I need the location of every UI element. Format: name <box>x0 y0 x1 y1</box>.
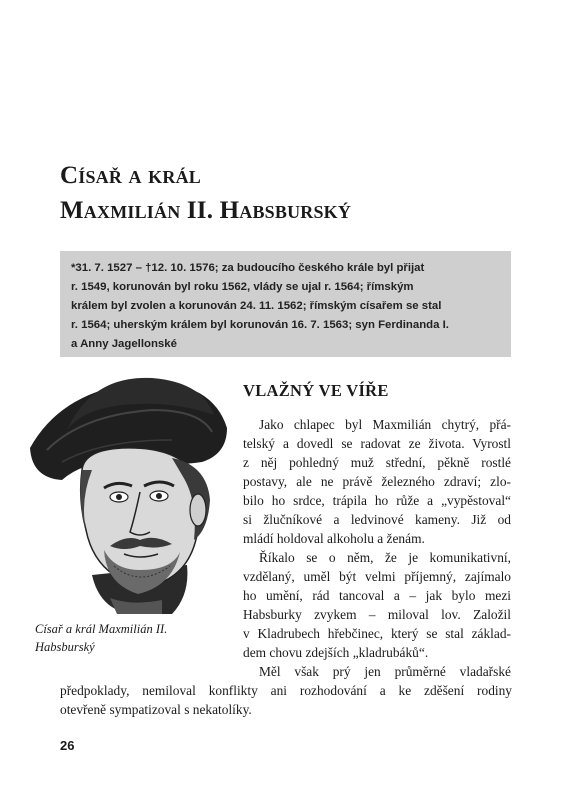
paragraph-3-start <box>243 662 511 681</box>
portrait-illustration <box>22 370 230 615</box>
page-number: 26 <box>60 738 75 753</box>
portrait-caption <box>35 620 230 656</box>
text-line: telský a dovedl se radovat ze života. Vyrostl <box>243 436 511 451</box>
infobox-line: *31. 7. 1527 – †12. 10. 1576; za budoucího českého krále byl přijat <box>71 262 425 274</box>
caption-line-1: Císař a král Maxmilián II. <box>35 622 168 636</box>
text-line: z něj pohledný muž střední, pěkně rostlé <box>243 455 511 470</box>
text-line: otevřeně sympatizoval s nekatolíky. <box>60 702 252 717</box>
chapter-title-line-2: Maxmilián II. Habsburský <box>60 197 352 224</box>
infobox-line: a Anny Jagellonské <box>71 338 177 350</box>
paragraph-3-continued <box>60 681 512 719</box>
text-line: Jako chlapec byl Maxmilián chytrý, přá- <box>259 417 511 432</box>
text-line: předpoklady, nemiloval konflikty ani rozhodování a ke zděšení rodiny <box>60 683 512 698</box>
section-heading: VLAŽNÝ VE VÍŘE <box>243 381 389 400</box>
caption-line-2: Habsburský <box>35 640 95 654</box>
text-line: vzdělaný, uměl být velmi příjemný, zajímalo <box>243 569 511 584</box>
paragraph-2 <box>243 548 511 662</box>
text-line: dem chovu zdejších „kladrubáků“. <box>243 645 429 660</box>
paragraph-1 <box>243 415 511 548</box>
text-line: Habsburky zvykem – miloval lov. Založil <box>243 607 511 622</box>
text-line: si žlučníkové a ledvinové kameny. Již od <box>243 512 511 527</box>
infobox-line: r. 1549, korunován byl roku 1562, vlády se ujal r. 1564; římským <box>71 281 414 293</box>
infobox-line: králem byl zvolen a korunován 24. 11. 1562; římským císařem se stal <box>71 300 442 312</box>
text-line: v Kladrubech hřebčinec, který se stal základ- <box>243 626 511 641</box>
text-line: ho umění, rád tancoval a – jak bylo mezi <box>243 588 511 603</box>
infobox-line: r. 1564; uherským králem byl korunován 16. 7. 1563; syn Ferdinanda I. <box>71 319 449 331</box>
text-line: Měl však prý jen průměrné vladařské <box>259 664 511 679</box>
biography-infobox <box>60 251 511 357</box>
text-line: mládí holdoval alkoholu a ženám. <box>243 531 425 546</box>
text-line: bilo ho srdce, trápila ho růže a „vypěstoval“ <box>243 493 511 508</box>
text-line: postavy, ale ne právě železného zdraví; zlo- <box>243 474 511 489</box>
text-line: Říkalo se o něm, že je komunikativní, <box>259 550 511 565</box>
chapter-title-line-1: Císař a král <box>60 162 201 189</box>
chapter-title <box>60 158 530 228</box>
